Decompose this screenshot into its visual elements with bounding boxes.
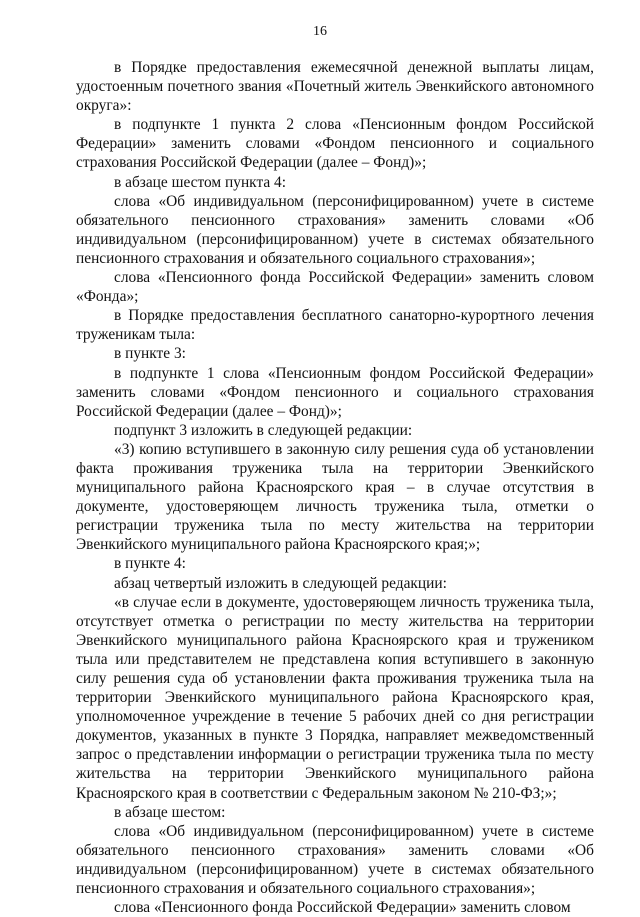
paragraph: в пункте 3: [114, 345, 186, 363]
paragraph: абзац четвертый изложить в следующей редакции: [114, 574, 447, 592]
paragraph: слова «Пенсионного фонда Российской Федерации» заменить словом [114, 899, 571, 917]
paragraph: слова «Об индивидуальном (персонифицированном) учете в системе обязательного пенсионного страхования» заменить словами «Об индивидуальном (персонифицированном) учете в системах обязательного пенсионного страхования и обязательного социального страхования»; [76, 192, 594, 267]
paragraph: в Порядке предоставления ежемесячной денежной выплаты лицам, удостоенным почетного звания «Почетный житель Эвенкийского автономного округа»: [76, 59, 594, 115]
paragraph: в абзаце шестом: [114, 803, 226, 821]
paragraph: слова «Об индивидуальном (персонифицированном) учете в системе обязательного пенсионного страхования» заменить словами «Об индивидуальном (персонифицированном) учете в системах обязательного пенсионного страхования и обязательного социального страхования»; [76, 822, 594, 898]
paragraph: в подпункте 1 пункта 2 слова «Пенсионным фондом Российской Федерации» заменить словами «Фондом пенсионного и социального страхования Российской Федерации (далее – Фонд)»; [76, 116, 594, 172]
paragraph: в пункте 4: [114, 555, 186, 573]
paragraph: слова «Пенсионного фонда Российской Федерации» заменить словом «Фонда»; [76, 269, 594, 306]
paragraph: «3) копию вступившего в законную силу решения суда об установлении факта проживания труженика тыла на территории Эвенкийского муниципального района Красноярского края – в случае отсутствия в документе, удостоверяющем личность труженика тыла, отметки о регистрации труженика тыла по месту жительства на территории Эвенкийского муниципального района Красноярского края;»; [76, 440, 594, 554]
paragraph: в подпункте 1 слова «Пенсионным фондом Российской Федерации» заменить словами «Фондом пенсионного и социального страхования Российской Федерации (далее – Фонд)»; [76, 364, 594, 420]
paragraph: в абзаце шестом пункта 4: [114, 173, 287, 191]
paragraph: в Порядке предоставления бесплатного санаторно-курортного лечения труженикам тыла: [76, 307, 594, 344]
page-number: 16 [313, 24, 327, 39]
document-body [76, 58, 594, 917]
paragraph: подпункт 3 изложить в следующей редакции: [114, 421, 413, 439]
paragraph: «в случае если в документе, удостоверяющем личность труженика тыла, отсутствует отметка о регистрации по месту жительства на территории Эвенкийского муниципального района Красноярского края и тружеником тыла или представителем не представлена копия вступившего в законную силу решения суда об установлении факта проживания труженика тыла на территории Эвенкийского муниципального района Красноярского края, уполномоченное учреждение в течение 5 рабочих дней со дня регистрации документов, указанных в пункте 3 Порядка, направляет межведомственный запрос о представлении информации о регистрации труженика тыла по месту жительства на территории Эвенкийского муниципального района Красноярского края в соответствии с Федеральным законом № 210-ФЗ;»; [76, 593, 594, 802]
